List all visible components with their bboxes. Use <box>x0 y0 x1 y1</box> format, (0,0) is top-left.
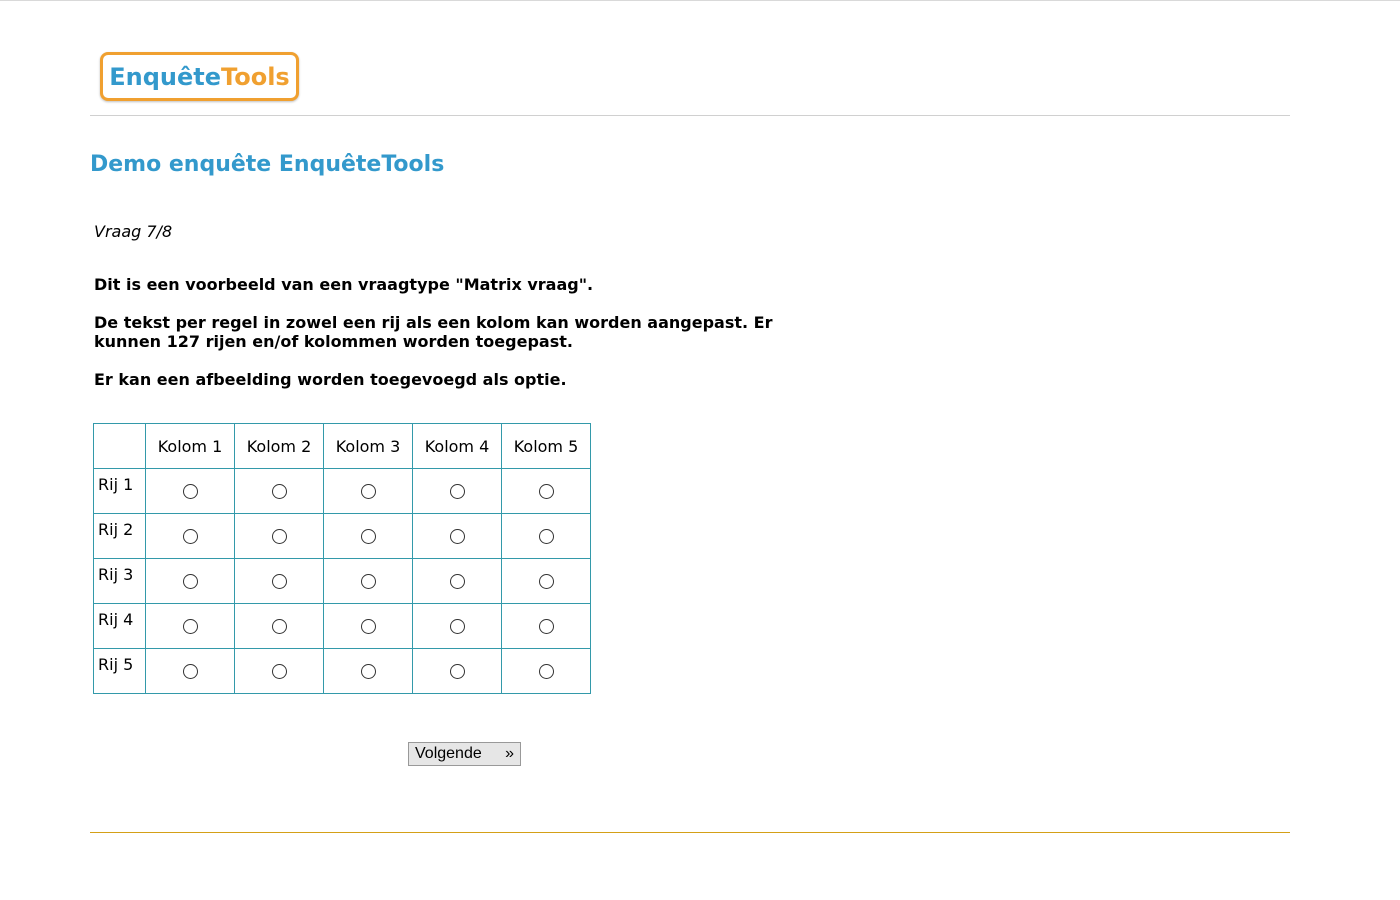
page-container <box>90 0 1290 762</box>
matrix-cell <box>235 469 324 514</box>
matrix-header-row <box>94 424 591 469</box>
row-label: Rij 1 <box>94 469 146 514</box>
radio-button[interactable] <box>450 664 465 679</box>
logo-text-part1: Enquête <box>109 62 222 91</box>
footer-divider <box>90 832 1290 833</box>
matrix-cell <box>324 469 413 514</box>
matrix-cell <box>324 559 413 604</box>
column-header: Kolom 4 <box>413 424 502 469</box>
matrix-cell <box>146 559 235 604</box>
question-counter: Vraag 7/8 <box>94 222 173 241</box>
matrix-cell <box>502 469 591 514</box>
matrix-cell <box>146 649 235 694</box>
radio-button[interactable] <box>272 574 287 589</box>
row-label: Rij 2 <box>94 514 146 559</box>
radio-button[interactable] <box>183 619 198 634</box>
matrix-cell <box>146 604 235 649</box>
radio-button[interactable] <box>361 619 376 634</box>
matrix-cell <box>235 649 324 694</box>
radio-button[interactable] <box>539 529 554 544</box>
question-paragraph: Er kan een afbeelding worden toegevoegd als optie. <box>94 370 567 389</box>
question-paragraph: De tekst per regel in zowel een rij als een kolom kan worden aangepast. Er kunnen 127 rijen en/of kolommen worden toegepast. <box>94 313 773 351</box>
survey-title: Demo enquête EnquêteTools <box>90 152 445 177</box>
next-button[interactable] <box>408 742 521 766</box>
matrix-table <box>93 423 591 694</box>
radio-button[interactable] <box>361 484 376 499</box>
matrix-cell <box>324 604 413 649</box>
next-arrow-icon: » <box>505 745 514 762</box>
matrix-row <box>94 469 591 514</box>
radio-button[interactable] <box>272 529 287 544</box>
row-label: Rij 4 <box>94 604 146 649</box>
matrix-cell <box>146 514 235 559</box>
radio-button[interactable] <box>183 574 198 589</box>
matrix-cell <box>413 649 502 694</box>
radio-button[interactable] <box>361 664 376 679</box>
matrix-cell <box>413 469 502 514</box>
question-text <box>94 275 794 408</box>
radio-button[interactable] <box>539 484 554 499</box>
matrix-row <box>94 559 591 604</box>
radio-button[interactable] <box>272 619 287 634</box>
logo-text-part2: Tools <box>221 62 290 91</box>
matrix-cell <box>235 514 324 559</box>
radio-button[interactable] <box>272 664 287 679</box>
column-header: Kolom 2 <box>235 424 324 469</box>
matrix-row <box>94 649 591 694</box>
radio-button[interactable] <box>183 664 198 679</box>
radio-button[interactable] <box>450 574 465 589</box>
radio-button[interactable] <box>539 664 554 679</box>
matrix-cell <box>324 514 413 559</box>
matrix-corner-cell <box>94 424 146 469</box>
column-header: Kolom 1 <box>146 424 235 469</box>
matrix-cell <box>502 559 591 604</box>
radio-button[interactable] <box>272 484 287 499</box>
matrix-cell <box>324 649 413 694</box>
radio-button[interactable] <box>361 574 376 589</box>
row-label: Rij 5 <box>94 649 146 694</box>
matrix-cell <box>235 604 324 649</box>
radio-button[interactable] <box>450 484 465 499</box>
radio-button[interactable] <box>539 619 554 634</box>
matrix-cell <box>502 514 591 559</box>
radio-button[interactable] <box>539 574 554 589</box>
matrix-cell <box>413 514 502 559</box>
matrix-cell <box>235 559 324 604</box>
radio-button[interactable] <box>450 529 465 544</box>
question-paragraph: Dit is een voorbeeld van een vraagtype "Matrix vraag". <box>94 275 594 294</box>
matrix-cell <box>413 604 502 649</box>
radio-button[interactable] <box>450 619 465 634</box>
row-label: Rij 3 <box>94 559 146 604</box>
matrix-row <box>94 514 591 559</box>
next-button-label: Volgende <box>415 745 482 762</box>
enquetetools-logo[interactable] <box>100 52 299 101</box>
radio-button[interactable] <box>183 484 198 499</box>
matrix-cell <box>502 604 591 649</box>
radio-button[interactable] <box>183 529 198 544</box>
column-header: Kolom 3 <box>324 424 413 469</box>
matrix-cell <box>413 559 502 604</box>
matrix-cell <box>146 469 235 514</box>
radio-button[interactable] <box>361 529 376 544</box>
header <box>90 0 1290 116</box>
column-header: Kolom 5 <box>502 424 591 469</box>
matrix-cell <box>502 649 591 694</box>
matrix-row <box>94 604 591 649</box>
